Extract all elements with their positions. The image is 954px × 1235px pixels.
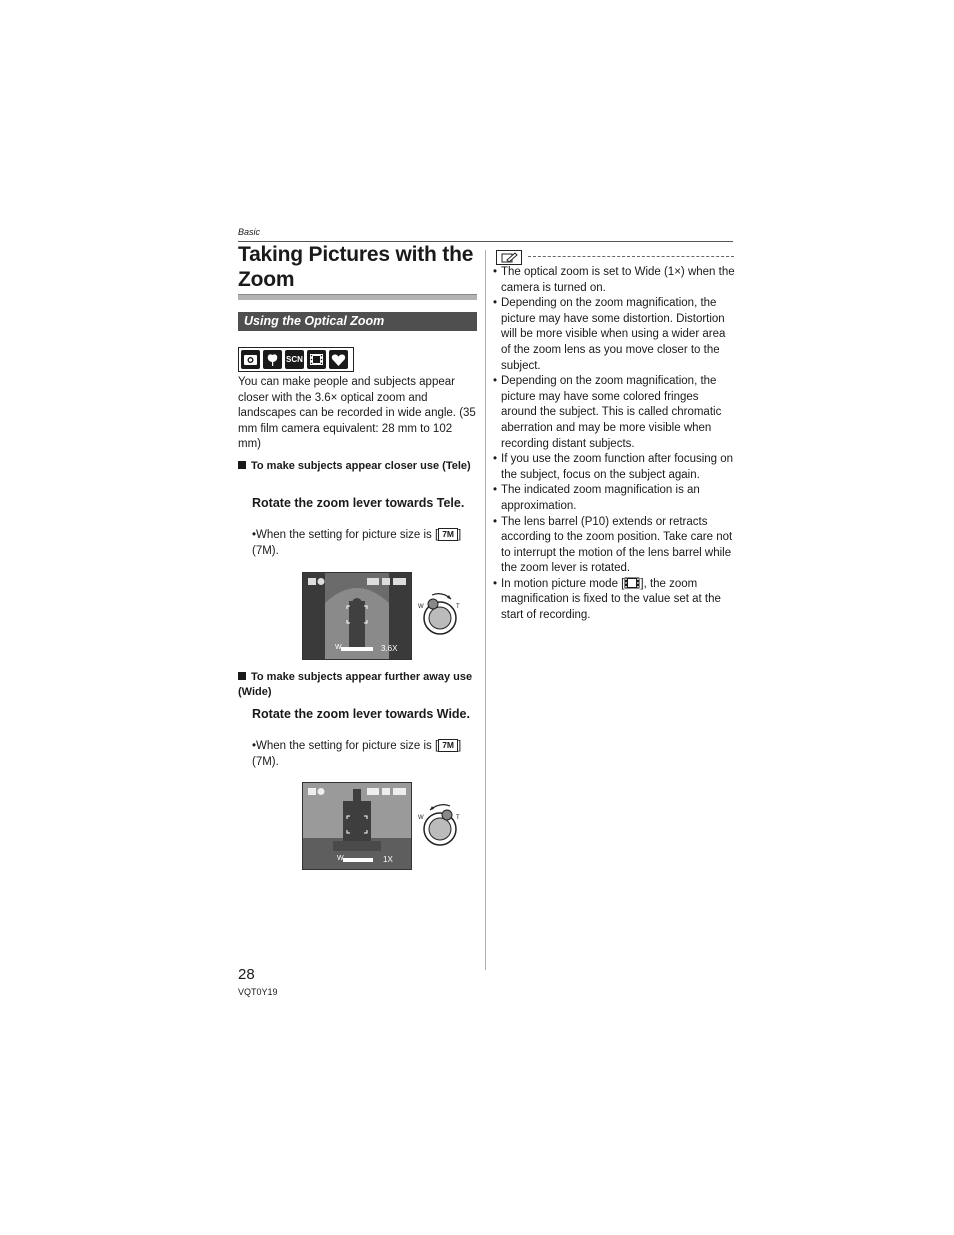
motion-note-before: In motion picture mode [ [501,577,625,590]
scene-mode-icon: SCN [285,350,304,369]
lever-w-label: W [418,815,424,821]
picture-size-7m-icon: 7M [438,528,458,541]
document-code: VQT0Y19 [238,987,278,997]
picture-size-7m-icon: 7M [438,739,458,752]
tele-heading [238,459,478,474]
zoom-lever-tele-diagram [418,592,464,638]
note-item: • The indicated zoom magnification is an approximation. [493,483,735,514]
tele-instruction: Rotate the zoom lever towards Tele. [252,496,465,510]
note-item: • The optical zoom is set to Wide (1×) when the camera is turned on. [493,265,735,296]
notes-dashed-rule [528,256,734,257]
normal-picture-mode-icon [241,350,260,369]
tele-heading-text: To make subjects appear closer use (Tele) [251,460,471,472]
title-underline-bar [238,294,477,300]
wide-heading-text: To make subjects appear further away use (Wide) [238,671,473,698]
wide-zoom-readout: 1X [383,855,393,864]
screen-w-label: W [337,855,344,862]
mode-icons-box [238,347,354,372]
motion-picture-mode-icon [624,577,640,589]
memo-pencil-icon [496,250,522,265]
note-item: • The lens barrel (P10) extends or retracts according to the zoom position. Take care not to interrupt the motion of the lens barrel while the zoom lever is rotated. [493,515,735,577]
subheading: Using the Optical Zoom [238,312,477,331]
notes-list [493,265,735,624]
motion-picture-mode-icon [307,350,326,369]
square-bullet-icon [238,461,246,469]
column-divider [485,250,486,970]
tele-note-before: When the setting for picture size is [ [256,529,439,541]
note-item-motion [493,577,735,624]
wide-instruction: Rotate the zoom lever towards Wide. [252,707,470,721]
page-title: Taking Pictures with the Zoom [238,243,474,291]
intro-paragraph: You can make people and subjects appear closer with the 3.6× optical zoom and landscapes can be recorded in wide angle. (35 mm film camera equivalent: 28 mm to 102 mm) [238,376,476,451]
simple-mode-icon [329,350,348,369]
wide-heading [238,670,478,700]
lever-t-label: T [456,604,460,610]
section-label: Basic [238,227,261,237]
wide-size-note: •When the setting for picture size is [ 7M ] (7M). [252,740,462,768]
motion-note-after: ], the zoom magnification is fixed to the value set at the start of recording. [501,577,721,622]
macro-mode-icon [263,350,282,369]
zoom-lever-wide-diagram [418,803,464,849]
tele-camera-screen [302,572,412,660]
tele-size-note: •When the setting for picture size is [ 7M ] (7M). [252,529,462,557]
wide-note-before: When the setting for picture size is [ [256,740,439,752]
square-bullet-icon [238,672,246,680]
lever-w-label: W [418,604,424,610]
lever-t-label: T [456,815,460,821]
wide-note-after: ] (7M). [252,740,462,768]
note-item: • Depending on the zoom magnification, the picture may have some colored fringes around the subject. This is called chromatic aberration and may be more visible when recording distant subjects. [493,374,735,452]
page-number: 28 [238,966,255,983]
wide-camera-screen [302,782,412,870]
tele-note-after: ] (7M). [252,529,462,557]
note-item: • If you use the zoom function after focusing on the subject, focus on the subject again. [493,452,735,483]
screen-w-label: W [335,644,342,651]
tele-zoom-readout: 3.6X [381,644,398,653]
note-item: • Depending on the zoom magnification, the picture may have some distortion. Distortion will be more visible when using a wider area of the zoom lens as you move closer to the subject. [493,296,735,374]
